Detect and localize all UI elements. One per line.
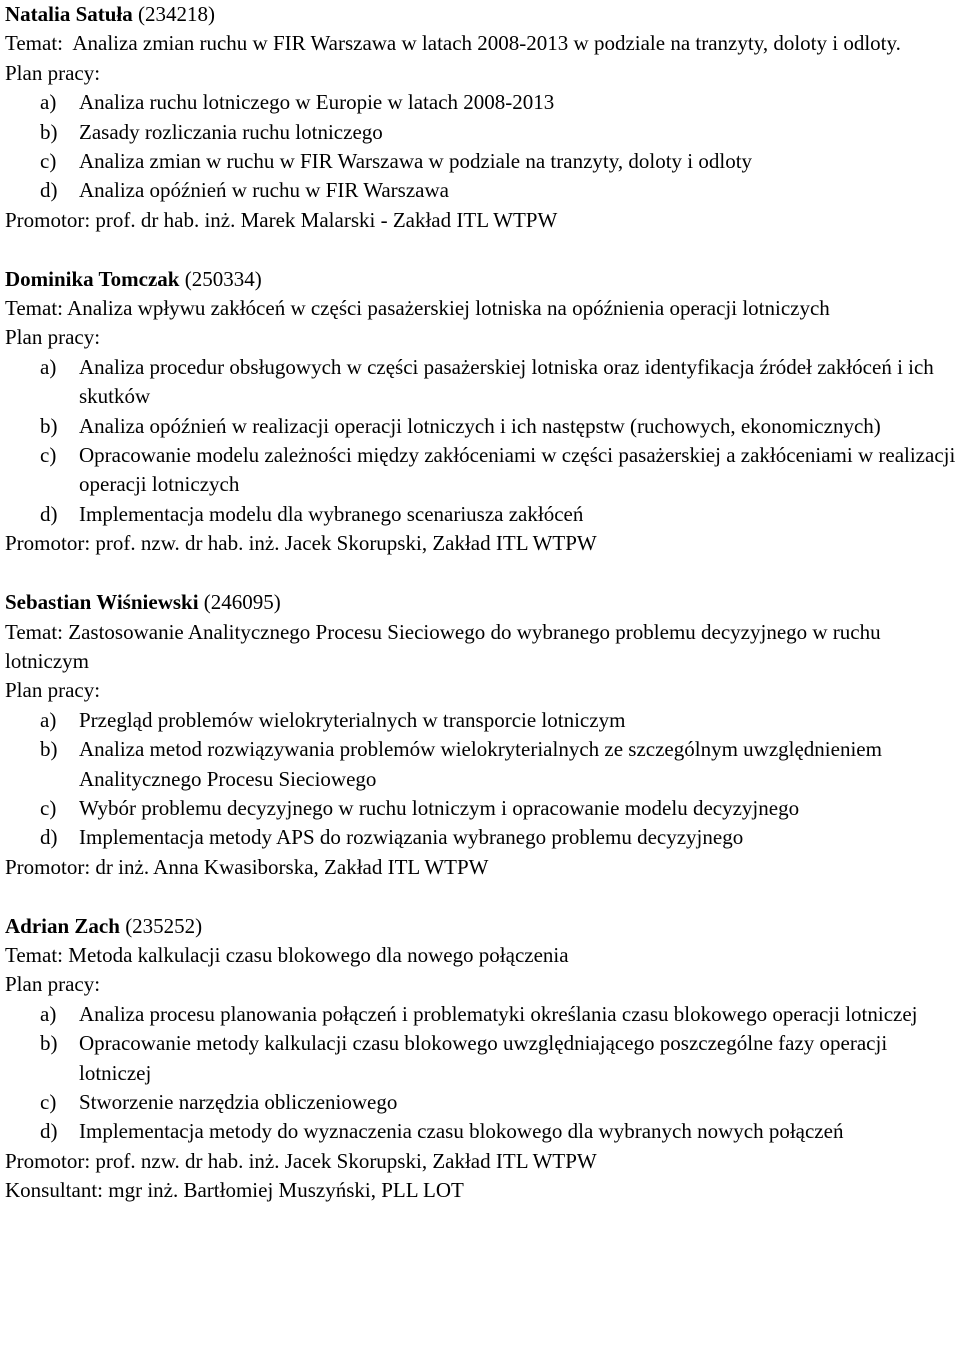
plan-label: Plan pracy: [5,972,101,997]
plan-item [5,353,956,412]
plan-item [5,794,956,823]
plan-item-marker: c) [40,1089,57,1114]
plan-item [5,706,956,735]
plan-item-marker: b) [40,1031,58,1056]
plan-item [5,823,956,852]
plan-item-marker: d) [40,825,58,850]
plan-item [5,412,956,441]
promoter-line [5,529,956,558]
work-plan-list [5,353,956,529]
topic-label: Temat: [5,296,64,321]
promoter-line [5,853,956,882]
plan-item-text: Opracowanie metody kalkulacji czasu blokowego uwzględniającego poszczególne fazy operacji lotniczej [79,1031,888,1085]
thesis-entry [5,0,956,235]
plan-item [5,147,956,176]
plan-item-text: Analiza procesu planowania połączeń i problematyki określania czasu blokowego operacji lotniczej [79,1001,918,1026]
work-plan-list [5,88,956,206]
consultant-label: Konsultant: [5,1178,103,1203]
student-id: (234218) [138,2,216,26]
plan-item [5,118,956,147]
plan-item [5,1088,956,1117]
plan-item [5,176,956,205]
thesis-entry [5,265,956,559]
plan-item-marker: b) [40,737,58,762]
promoter-label: Promotor: [5,531,91,556]
promoter-name: dr inż. Anna Kwasiborska, Zakład ITL WTPW [95,854,489,879]
plan-item-text: Analiza ruchu lotniczego w Europie w latach 2008-2013 [79,90,555,115]
student-heading [5,265,956,294]
plan-label: Plan pracy: [5,678,101,703]
thesis-topic [5,294,956,323]
plan-item-marker: a) [40,354,57,379]
thesis-topic [5,941,956,970]
thesis-entry [5,912,956,1206]
promoter-label: Promotor: [5,854,91,879]
student-name: Sebastian Wiśniewski [5,590,199,615]
plan-item-marker: a) [40,90,57,115]
plan-item-marker: b) [40,119,58,144]
promoter-name: prof. nzw. dr hab. inż. Jacek Skorupski, Zakład ITL WTPW [95,531,597,556]
topic-text: Analiza zmian ruchu w FIR Warszawa w latach 2008-2013 w podziale na tranzyty, doloty i odloty. [72,31,901,56]
plan-item-marker: c) [40,443,57,468]
topic-label: Temat: [5,619,64,644]
topic-text: Metoda kalkulacji czasu blokowego dla nowego połączenia [68,942,569,967]
plan-item-marker: a) [40,707,57,732]
plan-item [5,441,956,500]
plan-item-marker: a) [40,1001,57,1026]
plan-item-marker: b) [40,413,58,438]
student-id: (250334) [184,266,262,291]
consultant-name: mgr inż. Bartłomiej Muszyński, PLL LOT [108,1178,464,1203]
student-id: (246095) [203,590,281,615]
work-plan-list [5,1000,956,1147]
plan-item-marker: d) [40,178,58,203]
plan-item-text: Opracowanie modelu zależności między zakłóceniami w części pasażerskiej a zakłóceniami w realizacji operacji lotniczych [79,443,956,497]
plan-item-text: Analiza procedur obsługowych w części pasażerskiej lotniska oraz identyfikacja źródeł zakłóceń i ich skutków [79,354,934,409]
plan-item [5,735,956,794]
promoter-label: Promotor: [5,1148,91,1173]
plan-item-text: Wybór problemu decyzyjnego w ruchu lotniczym i opracowanie modelu decyzyjnego [79,795,800,820]
plan-item-text: Przegląd problemów wielokryterialnych w transporcie lotniczym [79,707,626,732]
thesis-entry [5,588,956,882]
plan-label: Plan pracy: [5,60,101,85]
plan-item [5,1000,956,1029]
plan-item-text: Analiza opóźnień w realizacji operacji lotniczych i ich następstw (ruchowych, ekonomicznych) [79,413,881,438]
plan-item [5,500,956,529]
plan-item-text: Analiza opóźnień w ruchu w FIR Warszawa [79,178,449,203]
thesis-topic [5,29,956,58]
plan-item-text: Implementacja metody APS do rozwiązania wybranego problemu decyzyjnego [79,825,744,850]
plan-item-text: Implementacja metody do wyznaczenia czasu blokowego dla wybranych nowych połączeń [79,1119,844,1144]
plan-item-marker: d) [40,501,58,526]
plan-item-text: Analiza zmian w ruchu w FIR Warszawa w podziale na tranzyty, doloty i odloty [79,149,753,174]
topic-text: Zastosowanie Analitycznego Procesu Sieciowego do wybranego problemu decyzyjnego w ruchu lotniczym [5,619,881,673]
plan-label: Plan pracy: [5,325,101,350]
promoter-name: prof. dr hab. inż. Marek Malarski - Zakład ITL WTPW [95,207,558,232]
student-id: (235252) [125,913,203,938]
promoter-label: Promotor: [5,207,91,232]
consultant-line [5,1176,956,1205]
plan-item-marker: c) [40,149,57,174]
student-heading [5,912,956,941]
plan-item [5,88,956,117]
plan-item [5,1117,956,1146]
student-name: Natalia Satuła [5,2,133,26]
plan-item-marker: c) [40,795,57,820]
plan-item-text: Analiza metod rozwiązywania problemów wielokryterialnych ze szczególnym uwzględnieniem Analitycznego Procesu Sieciowego [79,737,882,791]
plan-item-text: Implementacja modelu dla wybranego scenariusza zakłóceń [79,501,584,526]
topic-label: Temat: [5,942,64,967]
student-name: Dominika Tomczak [5,266,180,291]
work-plan-list [5,706,956,853]
thesis-topic [5,618,956,677]
plan-item-text: Stworzenie narzędzia obliczeniowego [79,1089,398,1114]
topic-label: Temat: [5,31,64,56]
student-heading [5,588,956,617]
student-heading [5,0,956,29]
promoter-line [5,206,956,235]
promoter-name: prof. nzw. dr hab. inż. Jacek Skorupski, Zakład ITL WTPW [95,1148,597,1173]
promoter-line [5,1147,956,1176]
student-name: Adrian Zach [5,913,120,938]
plan-item [5,1029,956,1088]
plan-item-text: Zasady rozliczania ruchu lotniczego [79,119,383,144]
plan-item-marker: d) [40,1119,58,1144]
topic-text: Analiza wpływu zakłóceń w części pasażerskiej lotniska na opóźnienia operacji lotniczych [67,296,830,321]
